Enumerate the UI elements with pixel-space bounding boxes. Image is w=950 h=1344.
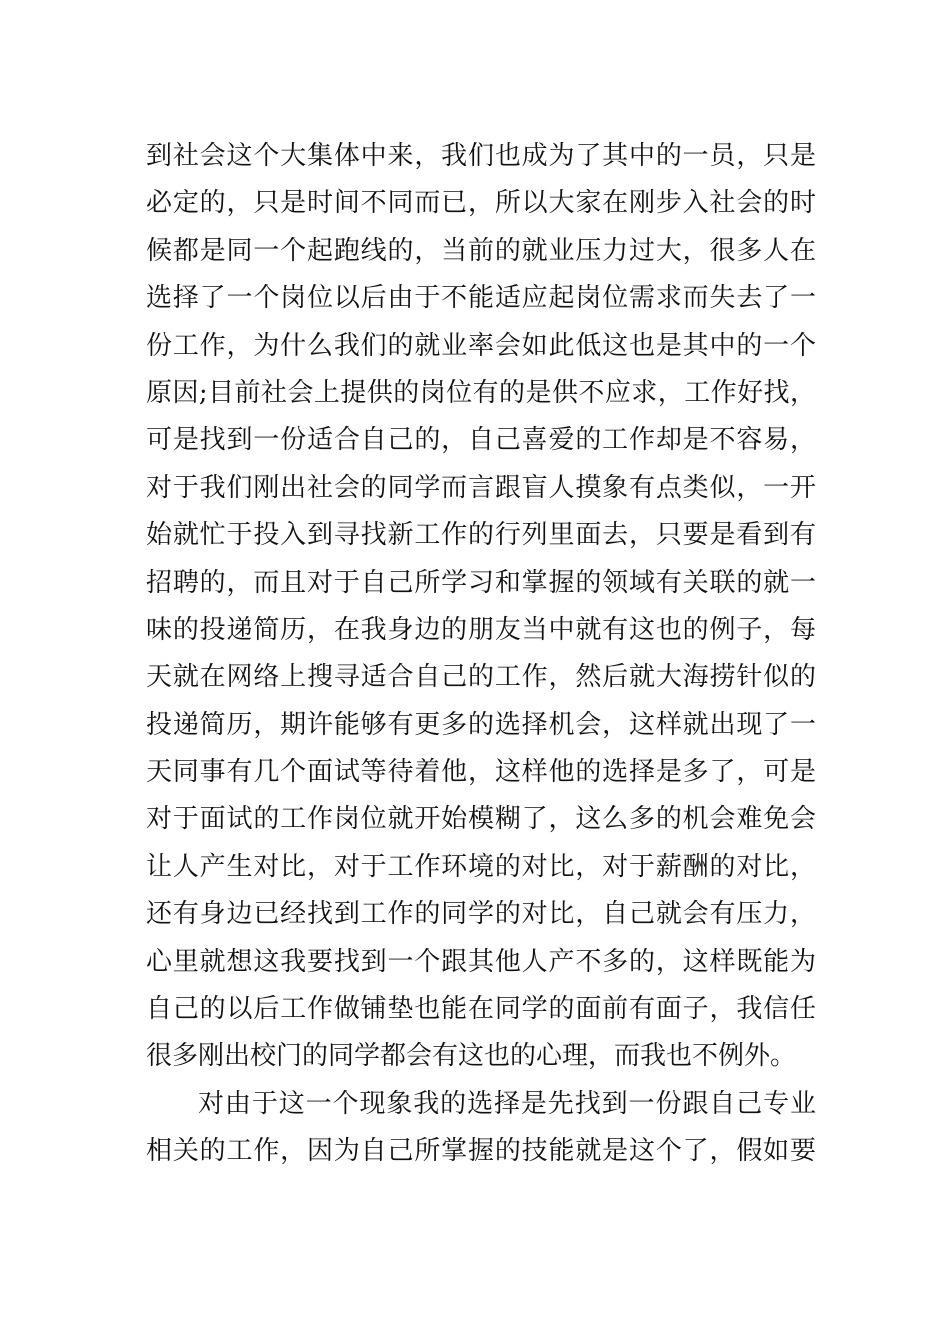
text-line: 还有身边已经找到工作的同学的对比，自己就会有压力，	[146, 899, 816, 930]
text-line: 必定的，只是时间不同而已，所以大家在刚步入社会的时	[146, 188, 816, 219]
paragraph-end-line: 很多刚出校门的同学都会有这也的心理，而我也不例外。	[146, 1041, 797, 1072]
text-line: 份工作，为什么我们的就业率会如此低这也是其中的一个	[146, 330, 816, 361]
text-line: 可是找到一份适合自己的，自己喜爱的工作却是不容易，	[146, 425, 816, 456]
text-line: 天同事有几个面试等待着他，这样他的选择是多了，可是	[146, 757, 816, 788]
text-line: 对于面试的工作岗位就开始模糊了，这么多的机会难免会	[146, 804, 816, 835]
text-line: 到社会这个大集体中来，我们也成为了其中的一员，只是	[146, 141, 816, 171]
text-line: 原因;目前社会上提供的岗位有的是供不应求，工作好找，	[146, 377, 816, 408]
text-line: 始就忙于投入到寻找新工作的行列里面去，只要是看到有	[146, 520, 816, 551]
text-line: 天就在网络上搜寻适合自己的工作，然后就大海捞针似的	[146, 662, 816, 693]
text-line: 味的投递简历，在我身边的朋友当中就有这也的例子，每	[146, 614, 816, 645]
text-line: 招聘的，而且对于自己所学习和掌握的领域有关联的就一	[146, 567, 816, 598]
body-text	[146, 133, 816, 1176]
text-line: 自己的以后工作做铺垫也能在同学的面前有面子，我信任	[146, 994, 816, 1025]
text-line: 让人产生对比，对于工作环境的对比，对于薪酬的对比，	[146, 851, 816, 882]
text-line: 选择了一个岗位以后由于不能适应起岗位需求而失去了一	[146, 283, 816, 314]
text-line: 心里就想这我要找到一个跟其他人产不多的，这样既能为	[146, 946, 816, 977]
text-line: 对于我们刚出社会的同学而言跟盲人摸象有点类似，一开	[146, 472, 816, 503]
text-line: 候都是同一个起跑线的，当前的就业压力过大，很多人在	[146, 235, 816, 266]
text-line: 相关的工作，因为自己所掌握的技能就是这个了，假如要	[146, 1136, 816, 1167]
text-line: 投递简历，期许能够有更多的选择机会，这样就出现了一	[146, 709, 816, 740]
paragraph-start-line: 对由于这一个现象我的选择是先找到一份跟自己专业	[198, 1088, 816, 1119]
